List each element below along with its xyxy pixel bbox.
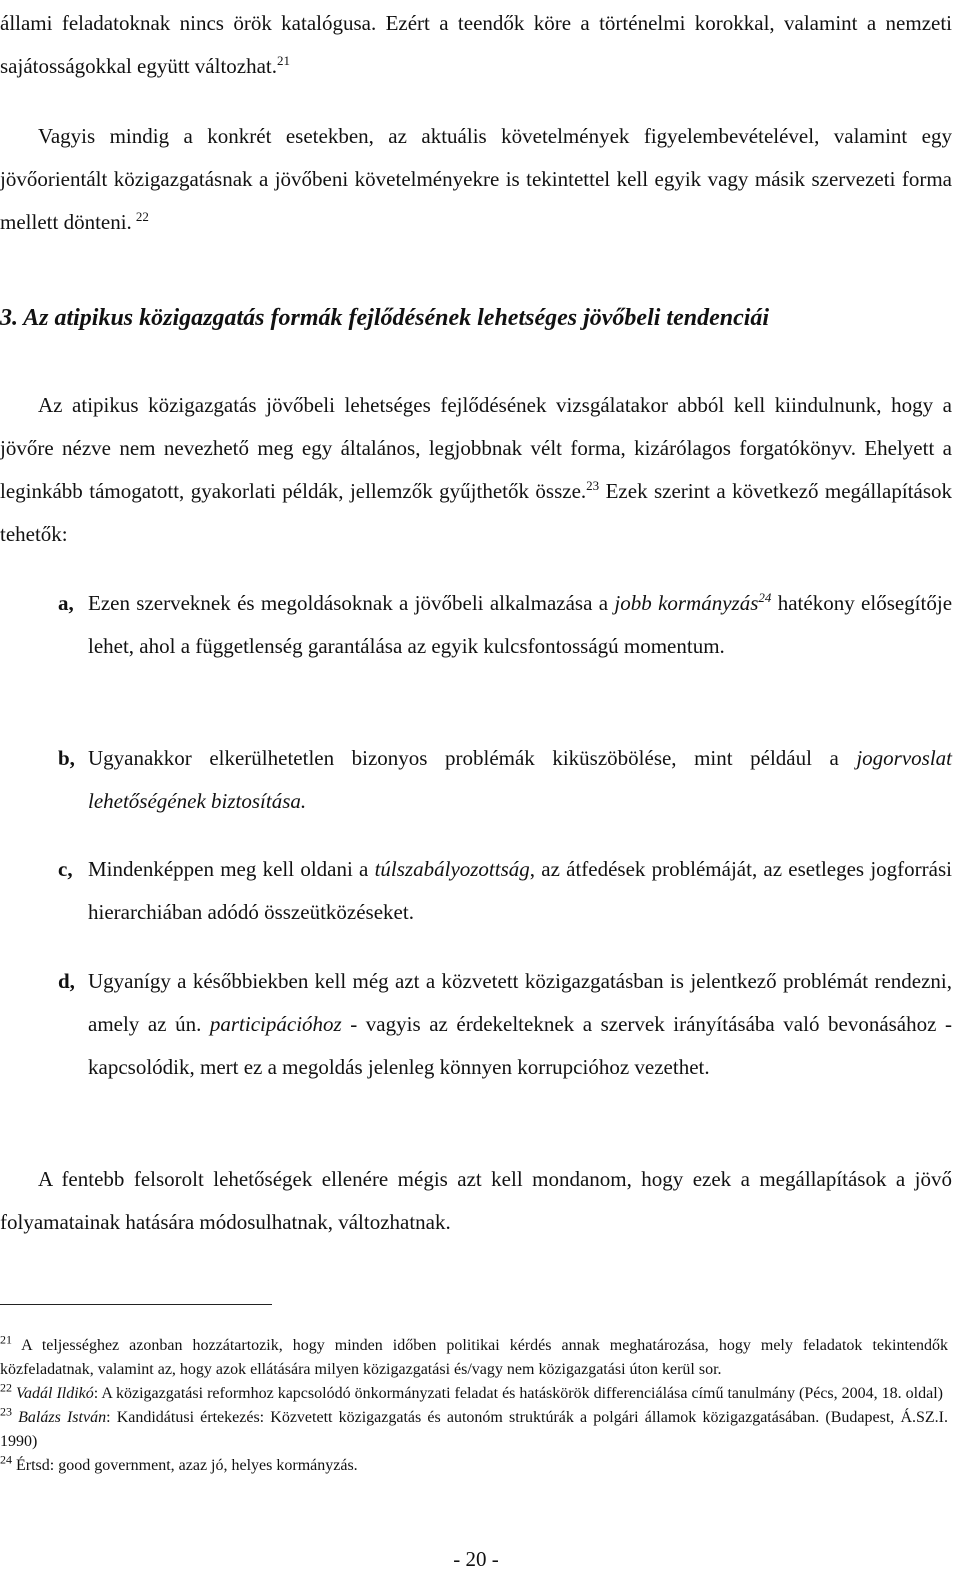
list-d-text-2: - vagyis az érdekelteknek a szervek irányításába való bevonásához - kapcsolódik, mert ez a megoldás jelenleg könnyen korrupcióhoz vezethet.	[88, 1012, 953, 1079]
footnote-ref-23[interactable]: 23	[586, 478, 600, 493]
footnote-22-number: 22	[0, 1380, 12, 1395]
list-a-italic: jobb kormányzás	[614, 591, 759, 615]
footnote-21-number: 21	[0, 1332, 12, 1347]
list-d-text-1: Ugyanígy a későbbiekben kell még azt a közvetett közigazgatásban is jelentkező problémát rendezni, amely az ún.	[88, 969, 952, 1036]
footnotes	[0, 1334, 948, 1478]
footnote-22-author: Vadál Ildikó	[16, 1385, 94, 1402]
paragraph-2	[0, 384, 952, 556]
list-marker-d: d,	[58, 969, 75, 993]
list-d-italic: participációhoz	[209, 1012, 342, 1036]
intro-text: állami feladatoknak nincs örök katalógusa. Ezért a teendők köre a történelmi korokkal, valamint a nemzeti sajátosságokkal együtt változhat.	[0, 11, 952, 78]
list-body-c	[88, 848, 952, 934]
list-item-a	[58, 582, 952, 668]
list-c-text-2: , az átfedések problémáját, az esetleges jogforrási hierarchiában adódó összeütközéseket.	[88, 857, 952, 924]
section-heading: 3. Az atipikus közigazgatás formák fejlődésének lehetséges jövőbeli tendenciái	[0, 305, 770, 331]
list-marker-c: c,	[58, 857, 73, 881]
list-body-a	[88, 582, 952, 668]
paragraph-1	[0, 115, 952, 244]
closing-paragraph: A fentebb felsorolt lehetőségek ellenére mégis azt kell mondanom, hogy ezek a megállapítások a jövő folyamatainak hatására módosulhatnak, változhatnak.	[0, 1167, 952, 1234]
paragraph-2-tail: Ezek szerint a következő megállapítások tehetők:	[0, 479, 952, 546]
intro-paragraph	[0, 2, 952, 88]
footnote-24-number: 24	[0, 1452, 12, 1467]
footnote-separator	[0, 1304, 272, 1305]
list-c-italic: túlszabályozottság	[374, 857, 530, 881]
list-item-c	[58, 848, 952, 934]
list-marker-a: a,	[58, 591, 74, 615]
footnote-21-text: A teljességhez azonban hozzátartozik, hogy minden időben politikai kérdés annak meghatározása, hogy mely feladatok tekintendők közfeladatnak, valamint az, hogy azok ellátására milyen közigazgatási és/vagy nem közigazgatási úton kerül sor.	[0, 1337, 948, 1378]
paragraph-1-text: Vagyis mindig a konkrét esetekben, az aktuális követelmények figyelembevételével, valamint egy jövőorientált közigazgatásnak a jövőbeni követelményekre is tekintettel kell egyik vagy másik szervezeti forma mellett dönteni.	[0, 124, 952, 234]
list-b-text-1: Ugyanakkor elkerülhetetlen bizonyos problémák kiküszöbölése, mint például a	[88, 746, 857, 770]
paragraph-2-text: Az atipikus közigazgatás jövőbeli lehetséges fejlődésének vizsgálatakor abból kell kiindulnunk, hogy a jövőre nézve nem nevezhető meg egy általános, legjobbnak vélt forma, kizárólagos forgatókönyv. Ehelyett a leginkább támogatott, gyakorlati példák, jellemzők gyűjthetők össze.	[0, 393, 952, 503]
list-a-text-1: Ezen szerveknek és megoldásoknak a jövőbeli alkalmazása a	[88, 591, 615, 615]
list-body-d	[88, 960, 952, 1089]
footnote-23-text: : Kandidátusi értekezés: Közvetett közigazgatás és autonóm struktúrák a polgári államok közigazgatásában. (Budapest, Á.SZ.I. 1990)	[0, 1409, 949, 1450]
footnote-24-text: Értsd: good government, azaz jó, helyes kormányzás.	[12, 1457, 358, 1474]
footnote-24	[0, 1454, 948, 1478]
footnote-23	[0, 1406, 948, 1454]
list-c-text-1: Mindenképpen meg kell oldani a	[88, 857, 375, 881]
list-body-b	[88, 737, 952, 823]
footnote-23-number: 23	[0, 1404, 12, 1419]
footnote-22	[0, 1382, 948, 1406]
footnote-23-author: Balázs István	[18, 1409, 107, 1426]
footnote-21	[0, 1334, 948, 1382]
list-a-text-2: hatékony elősegítője lehet, ahol a függetlenség garantálása az egyik kulcsfontosságú momentum.	[88, 591, 953, 658]
list-marker-b: b,	[58, 746, 75, 770]
list-item-b	[58, 737, 952, 823]
footnote-ref-24[interactable]: 24	[758, 590, 772, 605]
list-item-d	[58, 960, 952, 1089]
footnote-ref-21[interactable]: 21	[277, 53, 291, 68]
page-number: - 20 -	[453, 1547, 499, 1571]
footnote-ref-22[interactable]: 22	[135, 209, 149, 224]
footnote-22-text: : A közigazgatási reformhoz kapcsolódó önkormányzati feladat és hatáskörök differenciálása című tanulmány (Pécs, 2004, 18. oldal)	[93, 1385, 943, 1402]
list-b-italic: jogorvoslat lehetőségének biztosítása.	[88, 746, 952, 813]
